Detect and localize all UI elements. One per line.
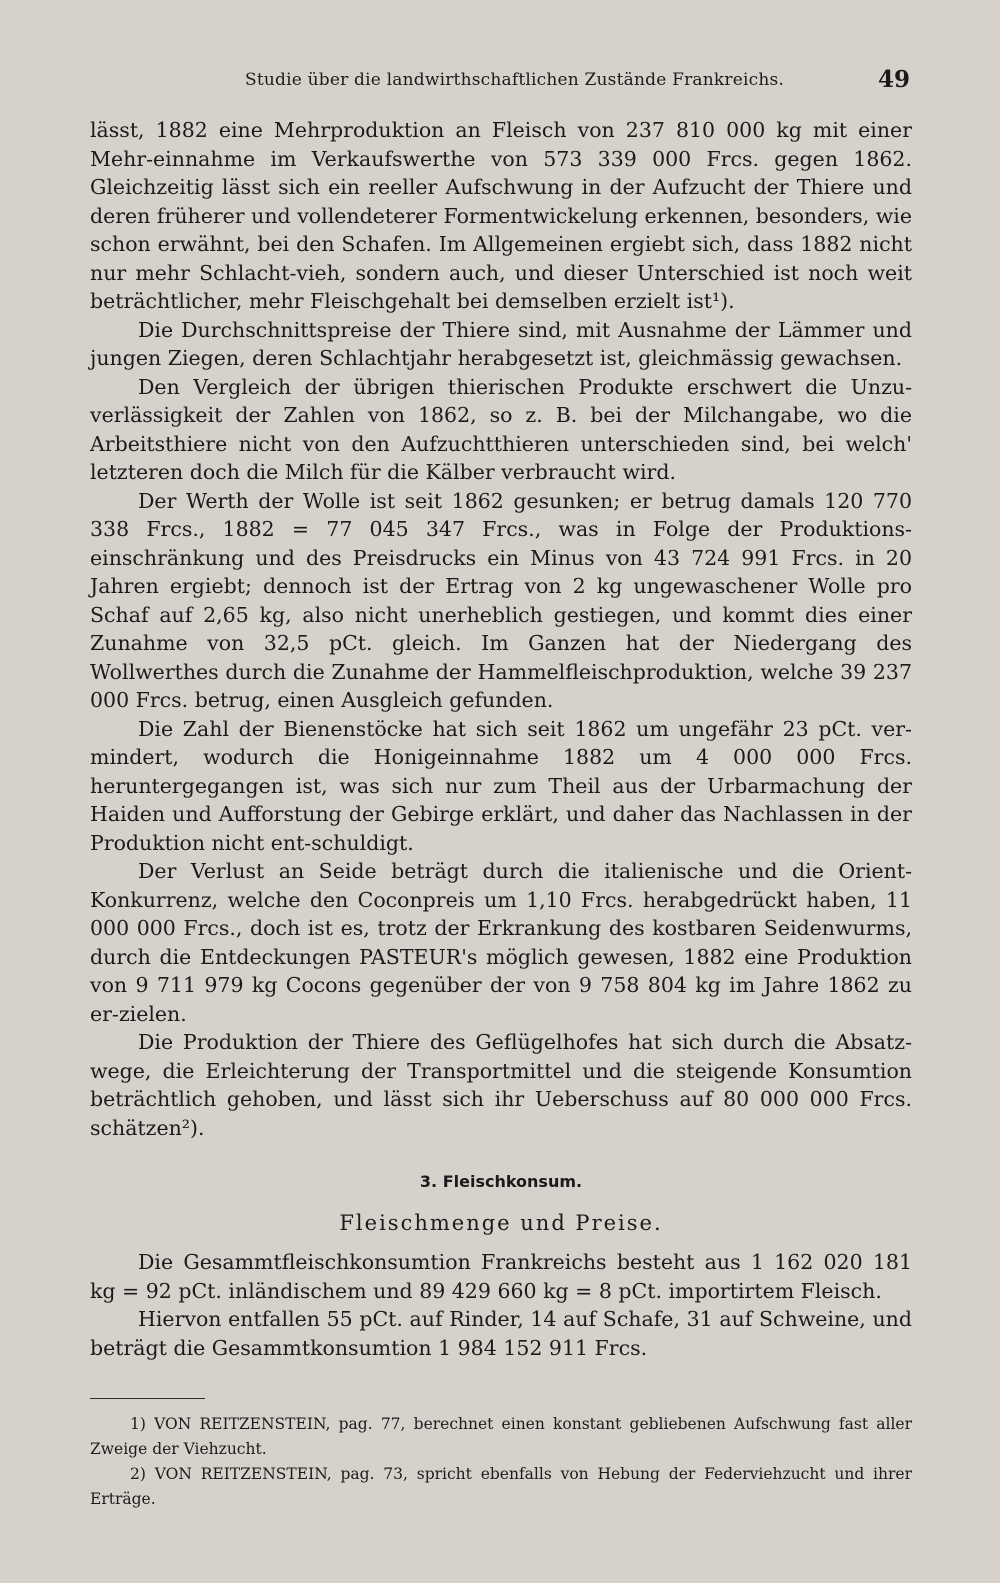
section-heading: 3. Fleischkonsum. bbox=[419, 1172, 583, 1191]
running-head bbox=[90, 66, 910, 100]
section-subheading: Fleischmenge und Preise. bbox=[339, 1211, 663, 1235]
footnotes bbox=[90, 1412, 912, 1512]
page-number: 49 bbox=[877, 66, 910, 93]
footnote-divider bbox=[90, 1398, 205, 1399]
paragraph-animal-products: Den Vergleich der übrigen thierischen Produkte erschwert die Unzu-verlässigkeit der Zahlen von 1862, so z. B. bei der Milchangabe, wo die Arbeitsthiere nicht von den Aufzuchtthieren unterschieden sind, bei welch' letzteren doch die Milch für die Kälber verbraucht wird. bbox=[90, 374, 912, 484]
footnote-1: 1) VON REITZENSTEIN, pag. 77, berechnet einen konstant gebliebenen Aufschwung fast aller Zweige der Viehzucht. bbox=[90, 1415, 912, 1458]
paragraph-consumption-share: Hiervon entfallen 55 pCt. auf Rinder, 14 auf Schafe, 31 auf Schweine, und beträgt die Gesammtkonsumtion 1 984 152 911 Frcs. bbox=[90, 1307, 912, 1360]
paragraph-poultry: Die Produktion der Thiere des Geflügelhofes hat sich durch die Absatz-wege, die Erleichterung der Transportmittel und die steigende Konsumtion beträchtlich gehoben, und lässt sich ihr Ueberschuss auf 80 000 000 Frcs. schätzen²). bbox=[90, 1030, 912, 1140]
paragraph-average-prices: Die Durchschnittspreise der Thiere sind, mit Ausnahme der Lämmer und jungen Ziegen, deren Schlachtjahr herabgesetzt ist, gleichmässig gewachsen. bbox=[90, 317, 912, 370]
paragraph-total-consumption: Die Gesammtfleischkonsumtion Frankreichs besteht aus 1 162 020 181 kg = 92 pCt. inländischem und 89 429 660 kg = 8 pCt. importirtem Fleisch. bbox=[90, 1250, 912, 1303]
paragraph-beehives: Die Zahl der Bienenstöcke hat sich seit 1862 um ungefähr 23 pCt. ver-mindert, wodurch die Honigeinnahme 1882 um 4 000 000 Frcs. heruntergegangen ist, was sich nur zum Theil aus der Urbarmachung der Haiden und Aufforstung der Gebirge erklärt, und daher das Nachlassen in der Produktion nicht ent-schuldigt. bbox=[90, 716, 912, 855]
paragraph-silk: Der Verlust an Seide beträgt durch die italienische und die Orient-Konkurrenz, welche den Coconpreis um 1,10 Frcs. herabgedrückt haben, 11 000 000 Frcs., doch ist es, trotz der Erkrankung des kostbaren Seidenwurms, durch die Entdeckungen PASTEUR's möglich gewesen, 1882 eine Produktion von 9 711 979 kg Cocons gegenüber der von 9 758 804 kg im Jahre 1862 zu er-zielen. bbox=[90, 859, 912, 1026]
running-title: Studie über die landwirthschaftlichen Zustände Frankreichs. bbox=[245, 70, 784, 90]
paragraph-meat-production: lässt, 1882 eine Mehrproduktion an Fleisch von 237 810 000 kg mit einer Mehr-einnahme im Verkaufswerthe von 573 339 000 Frcs. gegen 1862. Gleichzeitig lässt sich ein reeller Aufschwung in der Aufzucht der Thiere und deren früherer und vollendeterer Formentwickelung erkennen, besonders, wie schon erwähnt, bei den Schafen. Im Allgemeinen ergiebt sich, dass 1882 nicht nur mehr Schlacht-vieh, sondern auch, und dieser Unterschied ist noch weit beträchtlicher, mehr Fleischgehalt bei demselben erzielt ist¹). bbox=[90, 118, 912, 313]
paragraph-wool: Der Werth der Wolle ist seit 1862 gesunken; er betrug damals 120 770 338 Frcs., 1882 = 77 045 347 Frcs., was in Folge der Produktions-einschränkung und des Preisdrucks ein Minus von 43 724 991 Frcs. in 20 Jahren ergiebt; dennoch ist der Ertrag von 2 kg ungewaschener Wolle pro Schaf auf 2,65 kg, also nicht unerheblich gestiegen, und kommt dies einer Zunahme von 32,5 pCt. gleich. Im Ganzen hat der Niedergang des Wollwerthes durch die Zunahme der Hammelfleischproduktion, welche 39 237 000 Frcs. betrug, einen Ausgleich gefunden. bbox=[90, 488, 912, 712]
footnote-2: 2) VON REITZENSTEIN, pag. 73, spricht ebenfalls von Hebung der Federviehzucht und ihrer Erträge. bbox=[90, 1465, 912, 1508]
body-text bbox=[90, 116, 912, 1362]
